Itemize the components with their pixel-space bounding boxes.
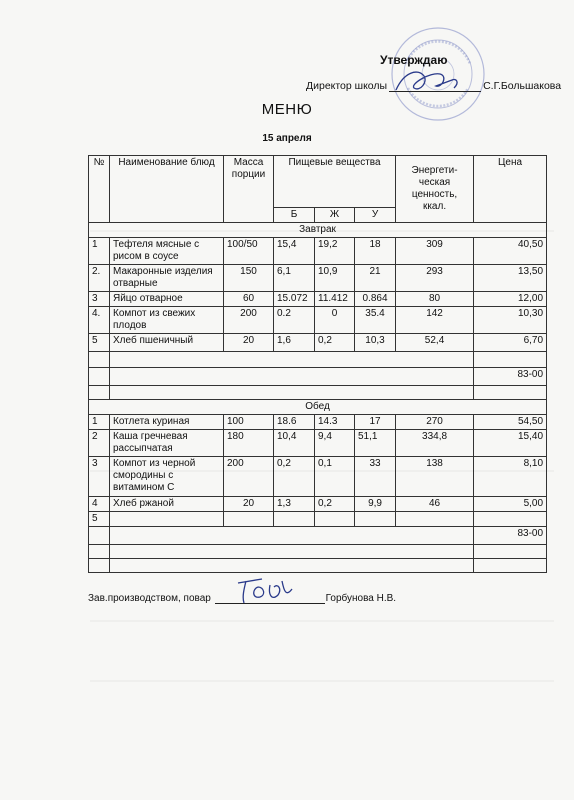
cell-mass: 20	[224, 334, 274, 352]
cell-name: Каша гречневая рассыпчатая	[110, 430, 224, 457]
cell-zh: 14.3	[315, 415, 355, 430]
cell-price: 54,50	[474, 415, 547, 430]
cell-price: 12,00	[474, 292, 547, 307]
cell-zh: 19,2	[315, 238, 355, 265]
cell-u: 33	[355, 457, 396, 497]
cell-b: 10,4	[274, 430, 315, 457]
cell-zh: 11.412	[315, 292, 355, 307]
cell-u: 21	[355, 265, 396, 292]
section-row-lunch	[89, 400, 547, 415]
empty-row	[89, 386, 547, 400]
cell-b: 15.072	[274, 292, 315, 307]
cell-num: 4.	[89, 307, 110, 334]
table-row	[89, 415, 547, 430]
cook-label: Зав.производством, повар	[88, 593, 211, 604]
cell-mass: 100/50	[224, 238, 274, 265]
cell-energy: 309	[396, 238, 474, 265]
col-header-zh: Ж	[315, 208, 355, 223]
cell-zh: 0,1	[315, 457, 355, 497]
cell-price: 6,70	[474, 334, 547, 352]
table-row	[89, 457, 547, 497]
cell-name: Яйцо отварное	[110, 292, 224, 307]
menu-table	[88, 155, 547, 573]
cell-num: 1	[89, 415, 110, 430]
cell-b: 15,4	[274, 238, 315, 265]
page-title: МЕНЮ	[261, 101, 313, 118]
cell-name: Макаронные изделия отварные	[110, 265, 224, 292]
cell-b: 18.6	[274, 415, 315, 430]
cell-u: 18	[355, 238, 396, 265]
cell-name: Хлеб ржаной	[110, 497, 224, 512]
total-row-lunch	[89, 527, 547, 545]
cell-num: 2.	[89, 265, 110, 292]
approval-heading: Утверждаю	[380, 53, 448, 67]
cell-zh	[315, 512, 355, 527]
cell-price	[474, 512, 547, 527]
cell-zh: 10,9	[315, 265, 355, 292]
cell-b: 1,6	[274, 334, 315, 352]
cell-num: 5	[89, 512, 110, 527]
cell-b: 1,3	[274, 497, 315, 512]
cell-price: 5,00	[474, 497, 547, 512]
cell-u: 35.4	[355, 307, 396, 334]
breakfast-total: 83-00	[474, 368, 547, 386]
cell-energy: 334,8	[396, 430, 474, 457]
cell-num: 2	[89, 430, 110, 457]
cell-name: Котлета куриная	[110, 415, 224, 430]
cell-mass: 60	[224, 292, 274, 307]
cell-price: 15,40	[474, 430, 547, 457]
director-name: С.Г.Большакова	[483, 80, 562, 92]
section-title-breakfast: Завтрак	[89, 223, 547, 238]
cell-zh: 9,4	[315, 430, 355, 457]
cell-energy: 52,4	[396, 334, 474, 352]
menu-date: 15 апреля	[262, 133, 312, 144]
table-row	[89, 238, 547, 265]
cell-name: Компот из свежих плодов	[110, 307, 224, 334]
table-row	[89, 512, 547, 527]
col-header-u: У	[355, 208, 396, 223]
table-row	[89, 497, 547, 512]
cell-num: 4	[89, 497, 110, 512]
empty-row	[89, 559, 547, 573]
cook-name: Горбунова Н.В.	[325, 593, 397, 604]
cook-signature-line	[215, 603, 325, 604]
cell-energy: 270	[396, 415, 474, 430]
cell-mass: 180	[224, 430, 274, 457]
table-row	[89, 334, 547, 352]
cell-name: Хлеб пшеничный	[110, 334, 224, 352]
col-header-name: Наименование блюд	[110, 156, 224, 223]
empty-row	[89, 352, 547, 368]
col-header-num: №	[89, 156, 110, 223]
cell-zh: 0,2	[315, 497, 355, 512]
cell-zh: 0	[315, 307, 355, 334]
signature-footer	[88, 593, 396, 604]
cell-price: 40,50	[474, 238, 547, 265]
table-row	[89, 307, 547, 334]
cell-energy	[396, 512, 474, 527]
table-row	[89, 292, 547, 307]
col-header-energy: Энергети-ческая ценность, ккал.	[396, 156, 474, 223]
cell-price: 10,30	[474, 307, 547, 334]
cell-mass: 100	[224, 415, 274, 430]
cell-num: 5	[89, 334, 110, 352]
cell-b: 0.2	[274, 307, 315, 334]
cell-name: Компот из черной смородины с витамином С	[110, 457, 224, 497]
cell-mass: 200	[224, 307, 274, 334]
col-header-nutrients: Пищевые вещества	[274, 156, 396, 208]
cell-name	[110, 512, 224, 527]
table-row	[89, 430, 547, 457]
cell-energy: 142	[396, 307, 474, 334]
cell-energy: 293	[396, 265, 474, 292]
table-row	[89, 265, 547, 292]
cell-u	[355, 512, 396, 527]
col-header-mass: Масса порции	[224, 156, 274, 223]
lunch-total: 83-00	[474, 527, 547, 545]
cell-b	[274, 512, 315, 527]
cell-price: 13,50	[474, 265, 547, 292]
director-signature	[390, 62, 470, 102]
director-label: Директор школы	[306, 80, 388, 92]
cell-num: 1	[89, 238, 110, 265]
col-header-b: Б	[274, 208, 315, 223]
cell-u: 9,9	[355, 497, 396, 512]
total-row-breakfast	[89, 368, 547, 386]
cell-energy: 80	[396, 292, 474, 307]
cell-b: 6,1	[274, 265, 315, 292]
table-header-row	[89, 156, 547, 208]
cell-energy: 46	[396, 497, 474, 512]
cell-energy: 138	[396, 457, 474, 497]
cell-mass: 150	[224, 265, 274, 292]
cell-u: 0.864	[355, 292, 396, 307]
cell-zh: 0,2	[315, 334, 355, 352]
cell-b: 0,2	[274, 457, 315, 497]
cell-price: 8,10	[474, 457, 547, 497]
cell-u: 51,1	[355, 430, 396, 457]
cell-num: 3	[89, 292, 110, 307]
cell-name: Тефтеля мясные с рисом в соусе	[110, 238, 224, 265]
section-title-lunch: Обед	[89, 400, 547, 415]
cell-mass: 20	[224, 497, 274, 512]
cell-u: 17	[355, 415, 396, 430]
cell-num: 3	[89, 457, 110, 497]
cell-mass	[224, 512, 274, 527]
cell-u: 10,3	[355, 334, 396, 352]
cell-mass: 200	[224, 457, 274, 497]
empty-row	[89, 545, 547, 559]
section-row-breakfast	[89, 223, 547, 238]
col-header-price: Цена	[474, 156, 547, 223]
